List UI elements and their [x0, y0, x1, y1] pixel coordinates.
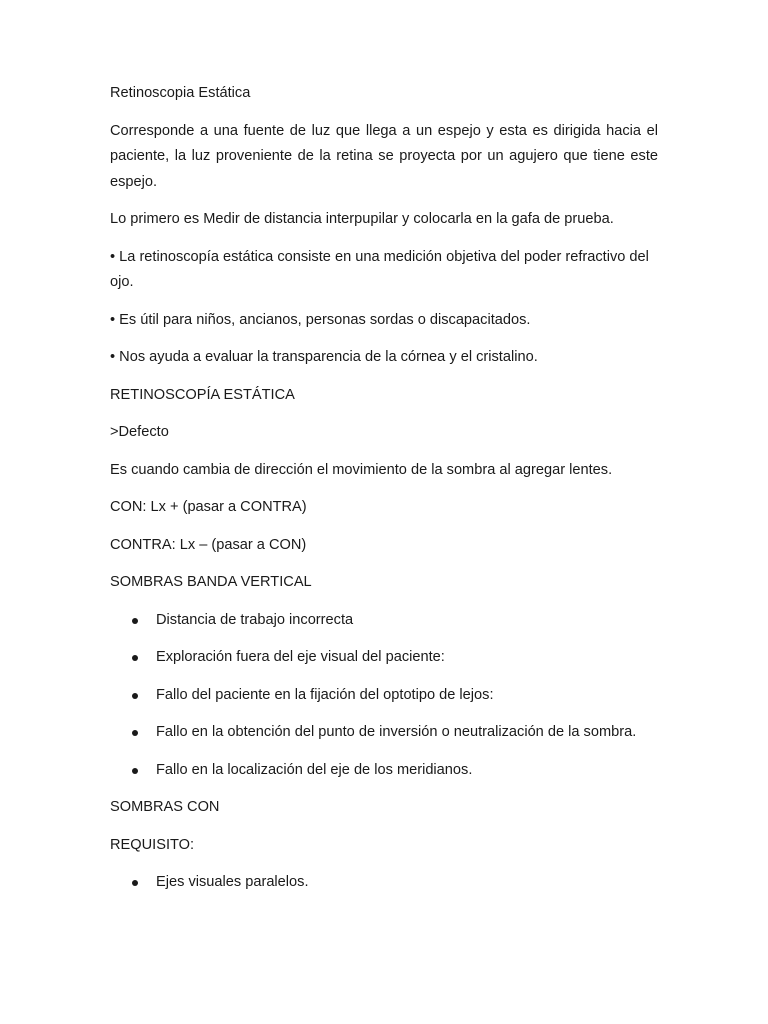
- list-item: [110, 683, 658, 709]
- list-item-text: Fallo en la localización del eje de los meridianos.: [156, 761, 473, 778]
- list-item: [110, 870, 658, 896]
- document-page: [110, 81, 658, 908]
- con-rule: CON: Lx + (pasar a CONTRA): [110, 499, 307, 515]
- bullet-icon: [132, 618, 138, 624]
- list-item: [110, 645, 658, 671]
- point-paragraph-3: • Nos ayuda a evaluar la transparencia de la córnea y el cristalino.: [110, 349, 538, 365]
- defect-label: >Defecto: [110, 424, 169, 440]
- bullet-icon: [132, 880, 138, 886]
- point-paragraph-2: • Es útil para niños, ancianos, personas sordas o discapacitados.: [110, 311, 531, 328]
- bullet-icon: [132, 693, 138, 699]
- step-paragraph: Lo primero es Medir de distancia interpupilar y colocarla en la gafa de prueba.: [110, 211, 614, 227]
- section-heading-vertical-band: SOMBRAS BANDA VERTICAL: [110, 574, 312, 590]
- vertical-band-list: [110, 608, 658, 784]
- bullet-icon: [132, 730, 138, 736]
- section-heading-sombras-con: SOMBRAS CON: [110, 799, 220, 815]
- bullet-icon: [132, 655, 138, 661]
- intro-paragraph: Corresponde a una fuente de luz que llega a un espejo y esta es dirigida hacia el paciente, la luz proveniente de la retina se proyecta por un agujero que tiene este espejo.: [110, 122, 658, 190]
- requirement-list: [110, 870, 658, 896]
- list-item-text: Distancia de trabajo incorrecta: [156, 611, 354, 628]
- list-item-text: Fallo del paciente en la fijación del optotipo de lejos:: [156, 686, 494, 703]
- requirement-label: REQUISITO:: [110, 836, 195, 853]
- list-item-text: Exploración fuera del eje visual del paciente:: [156, 649, 445, 665]
- list-item: [110, 758, 658, 784]
- section-heading-retinoscopia: RETINOSCOPÍA ESTÁTICA: [110, 386, 295, 403]
- list-item-text: Fallo en la obtención del punto de inversión o neutralización de la sombra.: [156, 724, 637, 740]
- point-paragraph-1: • La retinoscopía estática consiste en una medición objetiva del poder refractivo del ojo.: [110, 248, 649, 290]
- contra-rule: CONTRA: Lx – (pasar a CON): [110, 536, 307, 553]
- list-item-text: Ejes visuales paralelos.: [156, 874, 309, 890]
- list-item: [110, 720, 658, 746]
- document-title: Retinoscopia Estática: [110, 85, 251, 101]
- bullet-icon: [132, 768, 138, 774]
- defect-description: Es cuando cambia de dirección el movimiento de la sombra al agregar lentes.: [110, 461, 613, 478]
- list-item: [110, 608, 658, 634]
